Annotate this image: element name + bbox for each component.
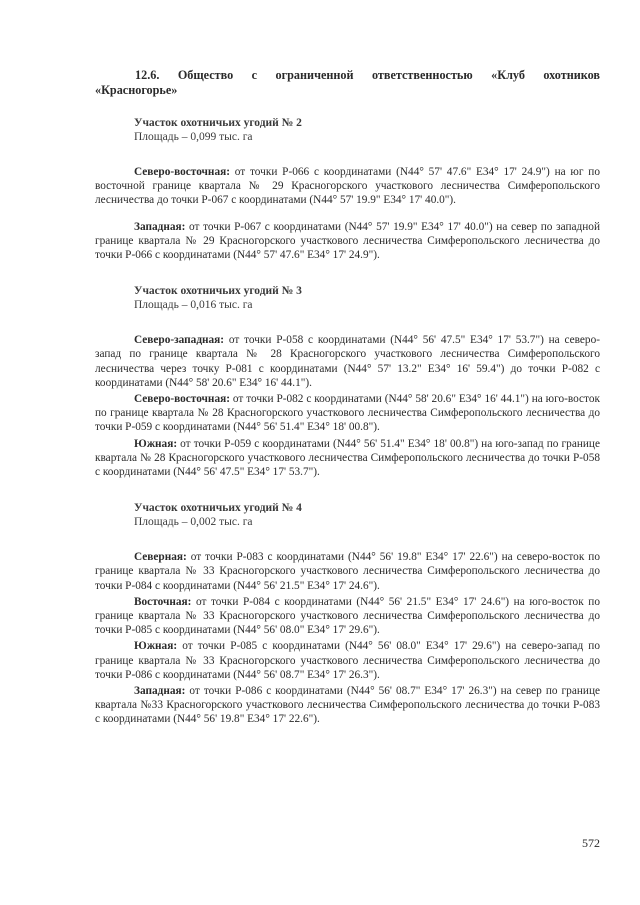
hunting-plot-4 (95, 501, 600, 726)
boundary-direction: Северо-восточная: (134, 393, 230, 406)
boundary-paragraph (95, 639, 600, 682)
boundary-text: от точки Р-086 с координатами (N44° 56' 08.7" E34° 17' 26.3") на север по границе квартала №33 Красногорского участкового лесничества Симферопольского лесничества до точки Р-083 с координатами (N44° 56' 19.8" E34° 17' 22.6"). (95, 685, 600, 726)
page-number: 572 (582, 836, 600, 850)
boundary-direction: Северная: (134, 551, 187, 564)
document-page (95, 68, 600, 729)
boundary-paragraph (95, 165, 600, 208)
plot-area: Площадь – 0,002 тыс. га (134, 516, 253, 529)
plot-title: Участок охотничьих угодий № 4 (134, 502, 302, 515)
boundary-text: от точки Р-059 с координатами (N44° 56' 51.4" E34° 18' 00.8") на юго-запад по границе квартала № 28 Красногорского участкового лесничества Симферопольского лесничества до точки Р-058 с координатами (N44° 56' 47.5" E34° 17' 53.7"). (95, 437, 600, 479)
boundary-direction: Восточная: (134, 595, 192, 608)
section-heading-line-1: 12.6. Общество с ограниченной ответственностью «Клуб охотников (135, 68, 600, 82)
boundary-direction: Северо-западная: (134, 334, 225, 347)
boundary-paragraph (95, 595, 600, 638)
boundary-paragraph (95, 392, 600, 435)
boundary-paragraph (95, 220, 600, 263)
plot-title: Участок охотничьих угодий № 2 (134, 117, 302, 129)
boundary-paragraph (95, 550, 600, 593)
boundary-paragraph (95, 333, 600, 390)
boundary-text: от точки Р-083 с координатами (N44° 56' 19.8" E34° 17' 22.6") на северо-восток по границе квартала № 33 Красногорского участкового лесничества Симферопольского лесничества до точки Р-084 с координатами (N44° 56' 21.5" E34° 17' 24.6"). (95, 551, 600, 592)
boundary-text: от точки Р-066 с координатами (N44° 57' 47.6" E34° 17' 24.9") на юг по восточной границе квартала № 29 Красногорского участкового лесничества Симферопольского лесничества до точки Р-067 с координатами (N44° 57' 19.9" E34° 17' 40.0"). (95, 166, 600, 207)
boundary-direction: Западная: (134, 685, 186, 698)
plot-area: Площадь – 0,099 тыс. га (134, 131, 253, 143)
boundary-text: от точки Р-082 с координатами (N44° 58' 20.6" E34° 16' 44.1") на юго-восток по границе квартала № 28 Красногорского участкового лесничества Симферопольского лесничества до точки Р-059 с координатами (N44° 56' 51.4" E34° 18' 00.8"). (95, 393, 600, 434)
plot-title: Участок охотничьих угодий № 3 (134, 285, 302, 298)
boundary-direction: Северо-восточная: (134, 166, 230, 178)
hunting-plot-3 (95, 284, 600, 479)
boundary-text: от точки Р-085 с координатами (N44° 56' 08.0" E34° 17' 29.6") на северо-запад по границе квартала № 33 Красногорского участкового лесничества Симферопольского лесничества до точки Р-086 с координатами (N44° 56' 08.7" E34° 17' 26.3"). (95, 640, 600, 681)
boundary-paragraph (95, 684, 600, 727)
boundary-text: от точки Р-084 с координатами (N44° 56' 21.5" E34° 17' 24.6") на юго-восток по границе квартала № 33 Красногорского участкового лесничества Симферопольского лесничества до точки Р-085 с координатами (N44° 56' 08.0" E34° 17' 29.6"). (95, 595, 600, 637)
boundary-text: от точки Р-067 с координатами (N44° 57' 19.9" E34° 17' 40.0") на север по западной границе квартала № 29 Красногорского участкового лесничества Симферопольского лесничества до точки Р-066 с координатами (N44° 57' 47.6" E34° 17' 24.9"). (95, 220, 600, 262)
boundary-text: от точки Р-058 с координатами (N44° 56' 47.5" E34° 17' 53.7") на северо-запад по границе квартала № 28 Красногорского участкового лесничества Симферопольского лесничества через точку Р-081 с координатами (N44° 57' 13.2" E34° 16' 59.4") до точки Р-082 с координатами (N44° 58' 20.6" E34° 16' 44.1"). (95, 334, 600, 389)
boundary-direction: Южная: (134, 640, 178, 653)
hunting-plot-2 (95, 116, 600, 262)
boundary-paragraph (95, 437, 600, 480)
boundary-direction: Западная: (134, 220, 186, 233)
plot-area: Площадь – 0,016 тыс. га (134, 299, 253, 312)
boundary-direction: Южная: (134, 437, 178, 450)
section-heading-line-2: «Красногорье» (95, 83, 178, 97)
